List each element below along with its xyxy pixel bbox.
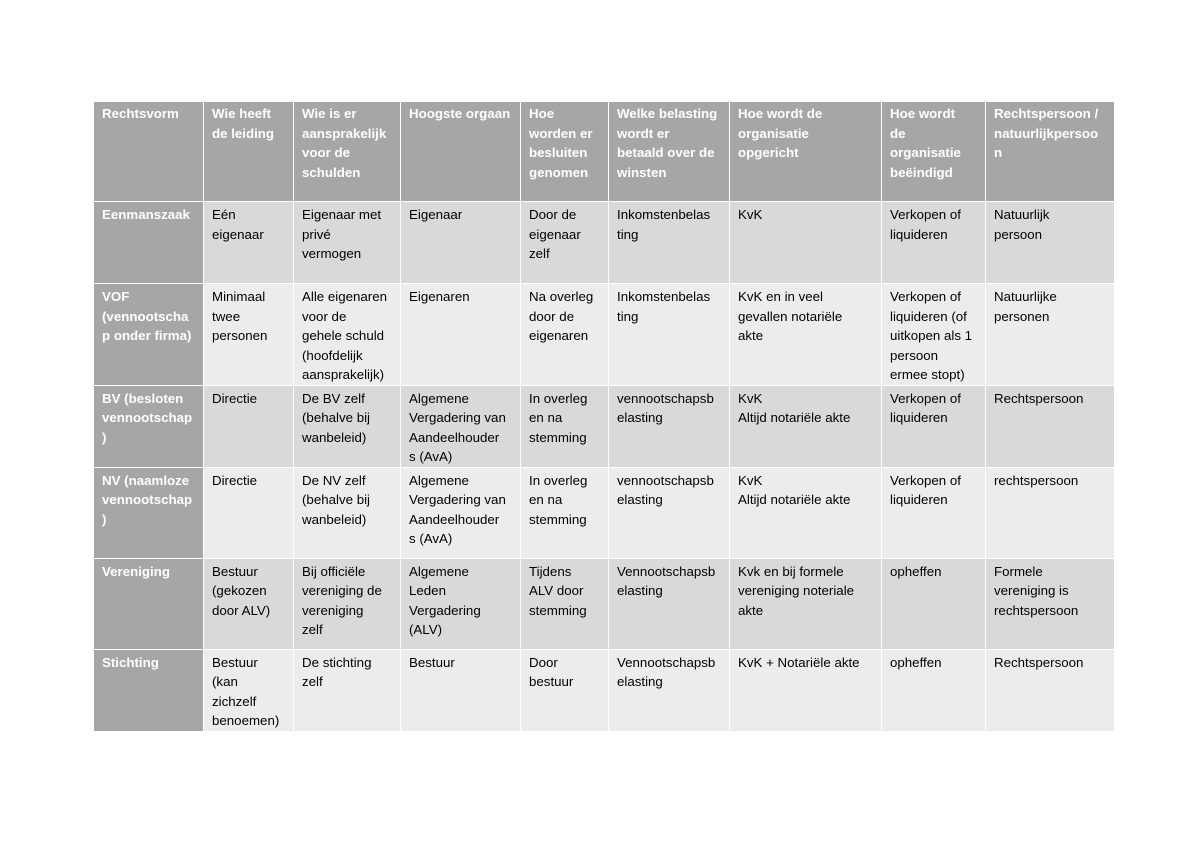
table-cell: Door bestuur [521,649,609,731]
row-label-vereniging: Vereniging [94,558,204,649]
table-row [94,649,1115,731]
table-cell: Bestuur (gekozen door ALV) [204,558,294,649]
table-cell: Tijdens ALV door stemming [521,558,609,649]
table-row [94,558,1115,649]
table-cell: Natuurlijk persoon [986,202,1115,284]
table-cell: In overleg en na stemming [521,385,609,467]
table-cell: opheffen [882,649,986,731]
table-cell: Rechtspersoon [986,649,1115,731]
header-cell-leiding: Wie heeft de leiding [204,102,294,202]
table-cell: Na overleg door de eigenaren [521,284,609,386]
table-cell: Bestuur [401,649,521,731]
header-cell-rechtsvorm: Rechtsvorm [94,102,204,202]
table-cell: De NV zelf (behalve bij wanbeleid) [294,467,401,558]
row-label-eenmanszaak: Eenmanszaak [94,202,204,284]
table-row [94,467,1115,558]
table-cell: Door de eigenaar zelf [521,202,609,284]
header-cell-rechtspersoon: Rechtspersoon / natuurlijkpersoo n [986,102,1115,202]
row-label-nv: NV (naamloze vennootschap ) [94,467,204,558]
table-cell: Vennootschapsb elasting [609,558,730,649]
header-cell-aansprakelijk: Wie is er aansprakelijk voor de schulden [294,102,401,202]
table-cell: Vennootschapsb elasting [609,649,730,731]
table-cell: KvK + Notariële akte [730,649,882,731]
table-cell: Algemene Leden Vergadering (ALV) [401,558,521,649]
table-row [94,202,1115,284]
table-cell: Verkopen of liquideren [882,467,986,558]
table-cell: Bestuur (kan zichzelf benoemen) [204,649,294,731]
header-cell-beeindigd: Hoe wordt de organisatie beëindigd [882,102,986,202]
table-cell: De stichting zelf [294,649,401,731]
table-cell: In overleg en na stemming [521,467,609,558]
table-cell: Rechtspersoon [986,385,1115,467]
table-cell: KvK Altijd notariële akte [730,385,882,467]
table-row [94,284,1115,386]
table-cell: Inkomstenbelas ting [609,202,730,284]
table-header-row [94,102,1115,202]
table-row [94,385,1115,467]
header-cell-hoogste-orgaan: Hoogste orgaan [401,102,521,202]
table-cell: Directie [204,385,294,467]
rechtsvormen-table [93,101,1115,732]
table-cell: Bij officiële vereniging de vereniging zelf [294,558,401,649]
table-cell: Eigenaren [401,284,521,386]
table-cell: Natuurlijke personen [986,284,1115,386]
table-cell: Verkopen of liquideren (of uitkopen als 1 persoon ermee stopt) [882,284,986,386]
table-cell: Kvk en bij formele vereniging noteriale akte [730,558,882,649]
header-cell-besluiten: Hoe worden er besluiten genomen [521,102,609,202]
table-cell: Formele vereniging is rechtspersoon [986,558,1115,649]
table-cell: KvK en in veel gevallen notariële akte [730,284,882,386]
table-cell: opheffen [882,558,986,649]
table-cell: Minimaal twee personen [204,284,294,386]
header-cell-opgericht: Hoe wordt de organisatie opgericht [730,102,882,202]
table-cell: Verkopen of liquideren [882,202,986,284]
table-cell: Eén eigenaar [204,202,294,284]
table-cell: KvK [730,202,882,284]
table-cell: Algemene Vergadering van Aandeelhouder s (AvA) [401,467,521,558]
header-cell-belasting: Welke belasting wordt er betaald over de winsten [609,102,730,202]
table-cell: Directie [204,467,294,558]
table-cell: Alle eigenaren voor de gehele schuld (hoofdelijk aansprakelijk) [294,284,401,386]
row-label-stichting: Stichting [94,649,204,731]
table-cell: vennootschapsb elasting [609,467,730,558]
table-cell: Algemene Vergadering van Aandeelhouder s (AvA) [401,385,521,467]
table-cell: vennootschapsb elasting [609,385,730,467]
table-cell: De BV zelf (behalve bij wanbeleid) [294,385,401,467]
table-cell: Verkopen of liquideren [882,385,986,467]
table-cell: Inkomstenbelas ting [609,284,730,386]
table-cell: Eigenaar met privé vermogen [294,202,401,284]
table-cell: rechtspersoon [986,467,1115,558]
table-cell: KvK Altijd notariële akte [730,467,882,558]
table-cell: Eigenaar [401,202,521,284]
row-label-vof: VOF (vennootscha p onder firma) [94,284,204,386]
row-label-bv: BV (besloten vennootschap ) [94,385,204,467]
